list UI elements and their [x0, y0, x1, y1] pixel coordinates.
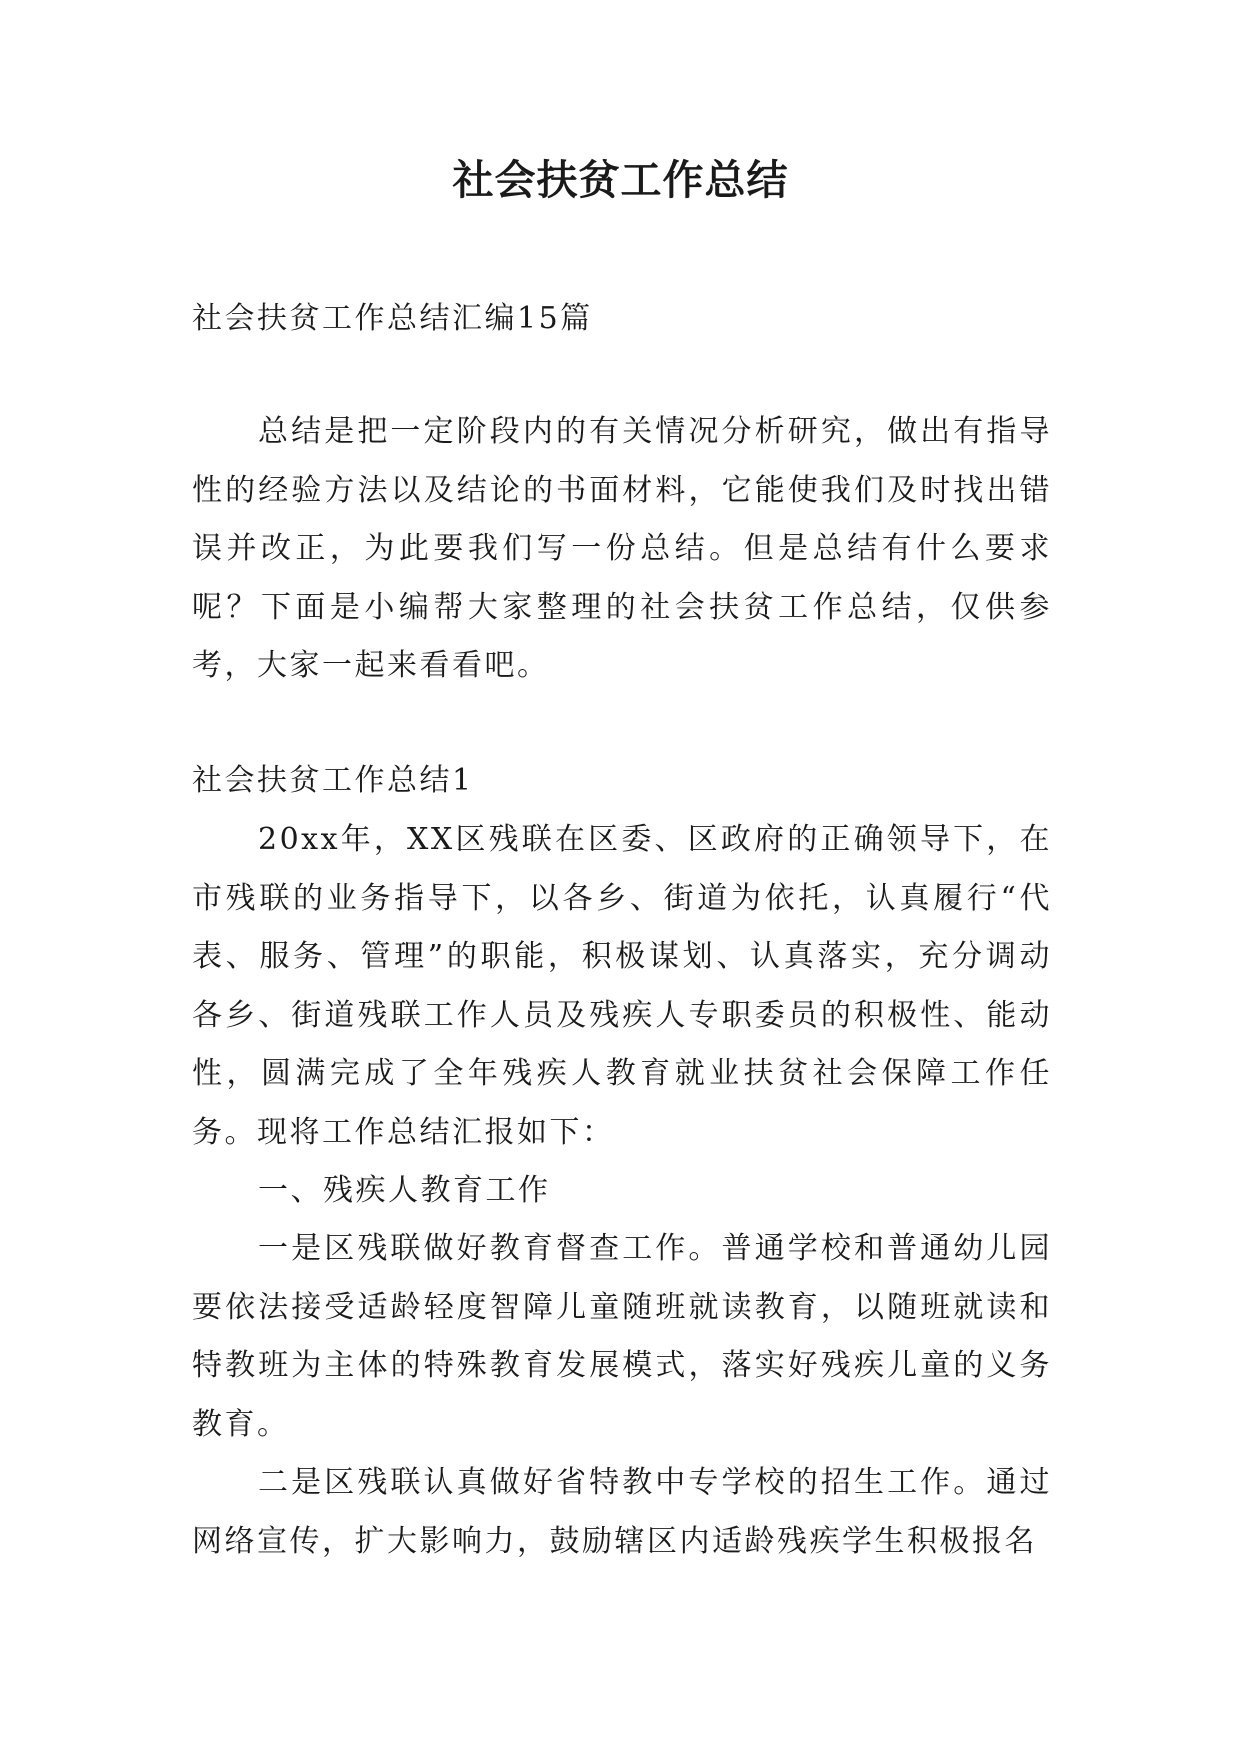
intro-paragraph: 总结是把一定阶段内的有关情况分析研究，做出有指导性的经验方法以及结论的书面材料，它能使我们及时找出错误并改正，为此要我们写一份总结。但是总结有什么要求呢？下面是小编帮大家整理的社会扶贫工作总结，仅供参考，大家一起来看看吧。 [192, 414, 1052, 683]
document-subtitle: 社会扶贫工作总结汇编15篇 [192, 301, 593, 336]
subsection-heading: 一、残疾人教育工作 [258, 1173, 551, 1208]
body-paragraph: 20xx年，XX区残联在区委、区政府的正确领导下，在市残联的业务指导下，以各乡、街道为依托，认真履行“代表、服务、管理”的职能，积极谋划、认真落实，充分调动各乡、街道残联工作人员及残疾人专职委员的积极性、能动性，圆满完成了全年残疾人教育就业扶贫社会保障工作任务。现将工作总结汇报如下： [192, 822, 1052, 1150]
section-heading: 社会扶贫工作总结1 [192, 763, 474, 798]
body-paragraph: 一是区残联做好教育督查工作。普通学校和普通幼儿园要依法接受适龄轻度智障儿童随班就读教育，以随班就读和特教班为主体的特殊教育发展模式，落实好残疾儿童的义务教育。 [192, 1231, 1052, 1442]
body-paragraph: 二是区残联认真做好省特教中专学校的招生工作。通过网络宣传，扩大影响力，鼓励辖区内适龄残疾学生积极报名 [192, 1465, 1052, 1559]
document-title: 社会扶贫工作总结 [452, 156, 789, 204]
